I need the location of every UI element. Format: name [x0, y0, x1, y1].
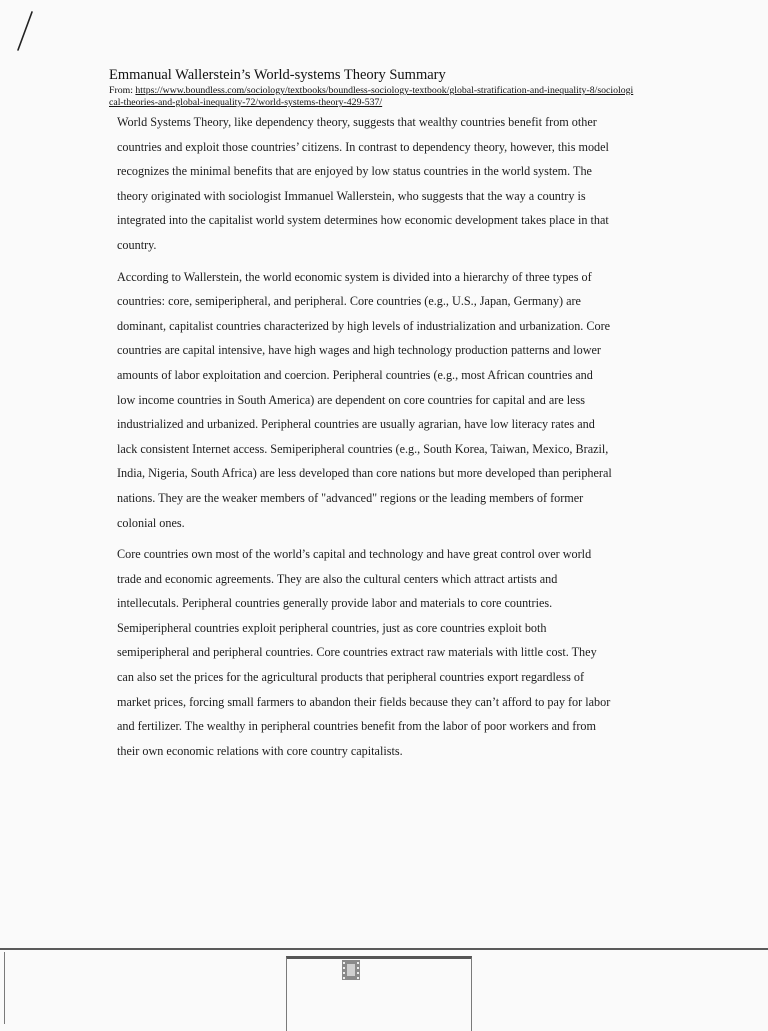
footer-box-center: [286, 956, 472, 1031]
footer-strip: [0, 952, 768, 1024]
pen-slash-mark-icon: [12, 8, 36, 54]
footer-box-left: [4, 952, 285, 1024]
footer-divider: [0, 948, 768, 950]
footer-box-right: [474, 952, 764, 1024]
paragraph-3: Core countries own most of the world’s capital and technology and have great control over world trade and economic agreements. They are also the cultural centers which attract artists and intellecutals. Peripheral countries generally provide labor and materials to core countries. Semiperipheral countries exploit peripheral countries, just as core countries exploit both semiperipheral and peripheral countries. Core countries extract raw materials with little cost. They can also set the prices for the agricultural products that peripheral countries export regardless of market prices, forcing small farmers to abandon their fields because they can’t afford to pay for labor and fertilizer. The wealthy in peripheral countries benefit from the labor of poor workers and from their own economic relations with core country capitalists.: [117, 547, 611, 758]
source-label: From:: [109, 85, 136, 96]
source-line: [109, 85, 634, 109]
document-title: Emmanual Wallerstein’s World-systems Theory Summary: [109, 67, 446, 83]
paragraph-1: World Systems Theory, like dependency theory, suggests that wealthy countries benefit from other countries and exploit those countries’ citizens. In contrast to dependency theory, however, this model recognizes the minimal benefits that are enjoyed by low status countries in the world system. The theory originated with sociologist Immanuel Wallerstein, who suggests that the way a country is integrated into the capitalist world system determines how economic development takes place in that country.: [117, 115, 609, 252]
document-body: [117, 110, 613, 770]
film-strip-icon: [340, 958, 362, 982]
source-url-link[interactable]: https://www.boundless.com/sociology/textbooks/boundless-sociology-textbook/global-stratification-and-inequality-8/sociological-theories-and-global-inequality-72/world-systems-theory-429-537/: [109, 85, 634, 108]
paragraph-2: According to Wallerstein, the world economic system is divided into a hierarchy of three types of countries: core, semiperipheral, and peripheral. Core countries (e.g., U.S., Japan, Germany) are dominant, capitalist countries characterized by high levels of industrialization and urbanization. Core countries are capital intensive, have high wages and high technology production patterns and lower amounts of labor exploitation and coercion. Peripheral countries (e.g., most African countries and low income countries in South America) are dependent on core countries for capital and are less industrialized and urbanized. Peripheral countries are usually agrarian, have low literacy rates and lack consistent Internet access. Semiperipheral countries (e.g., South Korea, Taiwan, Mexico, Brazil, India, Nigeria, South Africa) are less developed than core nations but more developed than peripheral nations. They are the weaker members of "advanced" regions or the leading members of former colonial ones.: [117, 269, 612, 530]
